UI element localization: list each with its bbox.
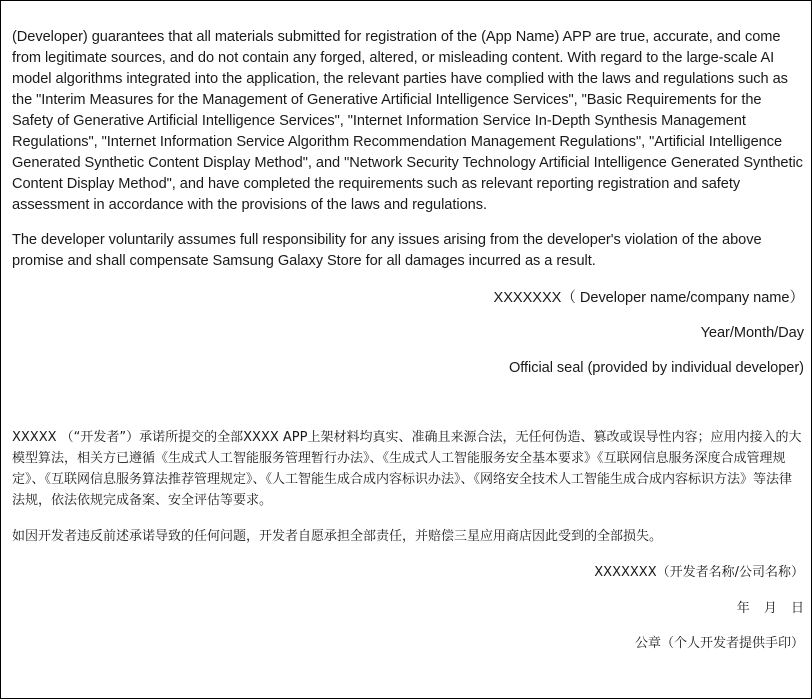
- english-signature-name: XXXXXXX（ Developer name/company name）: [493, 290, 804, 306]
- english-signature-date: Year/Month/Day: [700, 325, 804, 341]
- chinese-liability-paragraph: 如因开发者违反前述承诺导致的任何问题，开发者自愿承担全部责任，并赔偿三星应用商店因此受到的全部损失。: [12, 529, 663, 544]
- chinese-section: [12, 427, 804, 654]
- chinese-signature-name: XXXXXXX（开发者名称/公司名称）: [594, 565, 804, 580]
- chinese-signature-date: 年 月 日: [736, 601, 804, 616]
- english-commitment-paragraph: (Developer) guarantees that all materials submitted for registration of the (App Name) APP are true, accurate, and come from legitimate sources, and do not contain any forged, altered, or misleading content. With regard to the large-scale AI model algorithms integrated into the application, the relevant parties have complied with the laws and regulations such as the "Interim Measures for the Management of Generative Artificial Intelligence Services", "Basic Requirements for the Safety of Generative Artificial Intelligence Services", "Internet Information Service In-Depth Synthesis Management Regulations", "Internet Information Service Algorithm Recommendation Management Regulations", "Artificial Intelligence Generated Synthetic Content Display Method", and "Network Security Technology Artificial Intelligence Generated Synthetic Content Display Method", and have completed the requirements such as relevant reporting registration and safety assessment in accordance with the provisions of the laws and regulations.: [12, 29, 803, 213]
- chinese-signature-seal: 公章（个人开发者提供手印）: [634, 636, 804, 651]
- english-liability-paragraph: The developer voluntarily assumes full responsibility for any issues arising from the developer's violation of the above promise and shall compensate Samsung Galaxy Store for all damages incurred as a result.: [12, 232, 762, 269]
- document-content: [12, 27, 804, 654]
- english-section: [12, 27, 804, 379]
- chinese-commitment-paragraph: XXXXX （“开发者”）承诺所提交的全部XXXX APP上架材料均真实、准确且来源合法，无任何伪造、篡改或误导性内容；应用内接入的大模型算法，相关方已遵循《生成式人工智能服务管理暂行办法》、《生成式人工智能服务安全基本要求》《互联网信息服务深度合成管理规定》、《互联网信息服务算法推荐管理规定》、《人工智能生成合成内容标识办法》、《网络安全技术人工智能生成合成内容标识方法》等法律法规，依法依规完成备案、安全评估等要求。: [12, 430, 802, 508]
- english-signature-seal: Official seal (provided by individual developer): [508, 360, 804, 376]
